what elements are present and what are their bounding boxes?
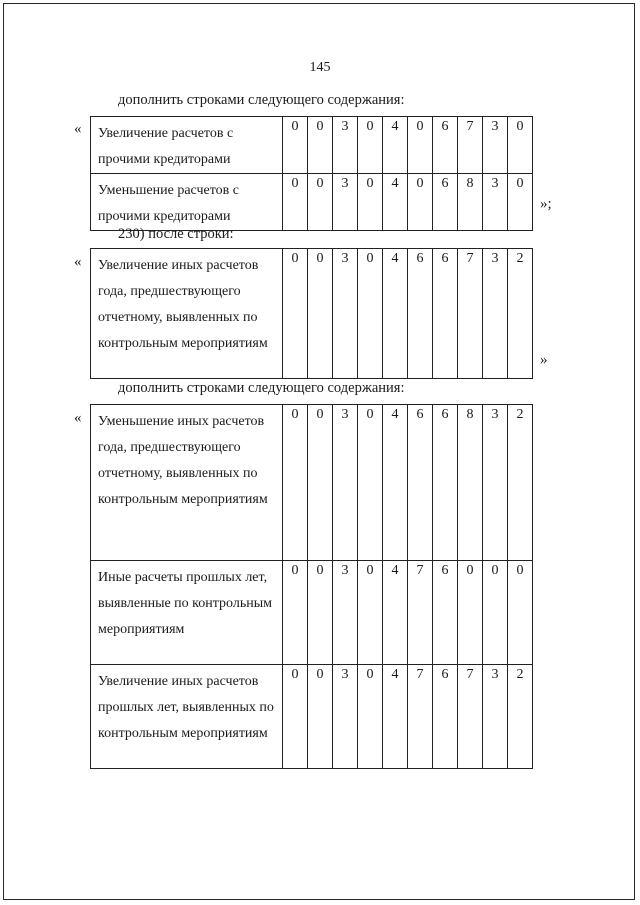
digit-cell: 4	[383, 561, 408, 665]
digit-cell: 3	[333, 665, 358, 769]
digit-cell: 0	[483, 561, 508, 665]
table-row	[91, 561, 533, 665]
block3-open-quote: «	[74, 410, 82, 426]
row-label: Увеличение иных расчетов прошлых лет, выявленных по контрольным мероприятиям	[91, 665, 283, 769]
digit-cell: 3	[333, 405, 358, 561]
digit-cell: 0	[308, 174, 333, 231]
block1-close-quote: »;	[540, 196, 552, 212]
digit-cell: 6	[433, 405, 458, 561]
digit-cell: 7	[408, 665, 433, 769]
digit-cell: 3	[483, 665, 508, 769]
digit-cell: 6	[433, 117, 458, 174]
digit-cell: 6	[408, 249, 433, 379]
digit-cell: 7	[408, 561, 433, 665]
digit-cell: 0	[408, 174, 433, 231]
block1-open-quote: «	[74, 121, 82, 137]
row-label: Увеличение иных расчетов года, предшествующего отчетному, выявленных по контрольным мероприятиям	[91, 249, 283, 379]
digit-cell: 0	[308, 249, 333, 379]
digit-cell: 3	[483, 405, 508, 561]
digit-cell: 6	[408, 405, 433, 561]
table-row	[91, 174, 533, 231]
row-label: Увеличение расчетов с прочими кредиторами	[91, 117, 283, 174]
block3-table	[90, 404, 533, 769]
digit-cell: 4	[383, 405, 408, 561]
digit-cell: 0	[408, 117, 433, 174]
digit-cell: 0	[358, 249, 383, 379]
digit-cell: 0	[283, 117, 308, 174]
row-label: Иные расчеты прошлых лет, выявленные по контрольным мероприятиям	[91, 561, 283, 665]
digit-cell: 0	[508, 561, 533, 665]
block2-table	[90, 248, 533, 379]
digit-cell: 3	[483, 174, 508, 231]
digit-cell: 4	[383, 117, 408, 174]
digit-cell: 2	[508, 405, 533, 561]
table-row	[91, 405, 533, 561]
digit-cell: 7	[458, 665, 483, 769]
digit-cell: 6	[433, 561, 458, 665]
digit-cell: 2	[508, 249, 533, 379]
block3-intro: дополнить строками следующего содержания:	[118, 380, 405, 396]
digit-cell: 0	[358, 561, 383, 665]
digit-cell: 4	[383, 249, 408, 379]
digit-cell: 0	[508, 117, 533, 174]
digit-cell: 4	[383, 665, 408, 769]
digit-cell: 0	[283, 405, 308, 561]
digit-cell: 3	[483, 117, 508, 174]
digit-cell: 6	[433, 665, 458, 769]
digit-cell: 2	[508, 665, 533, 769]
digit-cell: 3	[333, 174, 358, 231]
digit-cell: 0	[308, 405, 333, 561]
digit-cell: 0	[308, 665, 333, 769]
digit-cell: 0	[508, 174, 533, 231]
block1-table	[90, 116, 533, 231]
digit-cell: 0	[358, 117, 383, 174]
table-row	[91, 117, 533, 174]
block2-open-quote: «	[74, 254, 82, 270]
digit-cell: 6	[433, 249, 458, 379]
block2-close-quote: »	[540, 352, 548, 368]
block1-intro: дополнить строками следующего содержания:	[118, 92, 405, 108]
digit-cell: 0	[283, 561, 308, 665]
digit-cell: 3	[483, 249, 508, 379]
row-label: Уменьшение иных расчетов года, предшествующего отчетному, выявленных по контрольным мероприятиям	[91, 405, 283, 561]
digit-cell: 0	[358, 405, 383, 561]
digit-cell: 7	[458, 249, 483, 379]
digit-cell: 0	[358, 665, 383, 769]
digit-cell: 3	[333, 249, 358, 379]
digit-cell: 0	[358, 174, 383, 231]
digit-cell: 3	[333, 561, 358, 665]
digit-cell: 0	[308, 117, 333, 174]
digit-cell: 8	[458, 174, 483, 231]
digit-cell: 7	[458, 117, 483, 174]
digit-cell: 0	[283, 665, 308, 769]
page-number: 145	[309, 60, 331, 75]
digit-cell: 8	[458, 405, 483, 561]
digit-cell: 6	[433, 174, 458, 231]
block2-intro: 230) после строки:	[118, 226, 234, 242]
digit-cell: 0	[283, 174, 308, 231]
digit-cell: 3	[333, 117, 358, 174]
digit-cell: 0	[458, 561, 483, 665]
row-label: Уменьшение расчетов с прочими кредиторами	[91, 174, 283, 231]
table-row	[91, 249, 533, 379]
digit-cell: 0	[308, 561, 333, 665]
table-row	[91, 665, 533, 769]
digit-cell: 4	[383, 174, 408, 231]
digit-cell: 0	[283, 249, 308, 379]
